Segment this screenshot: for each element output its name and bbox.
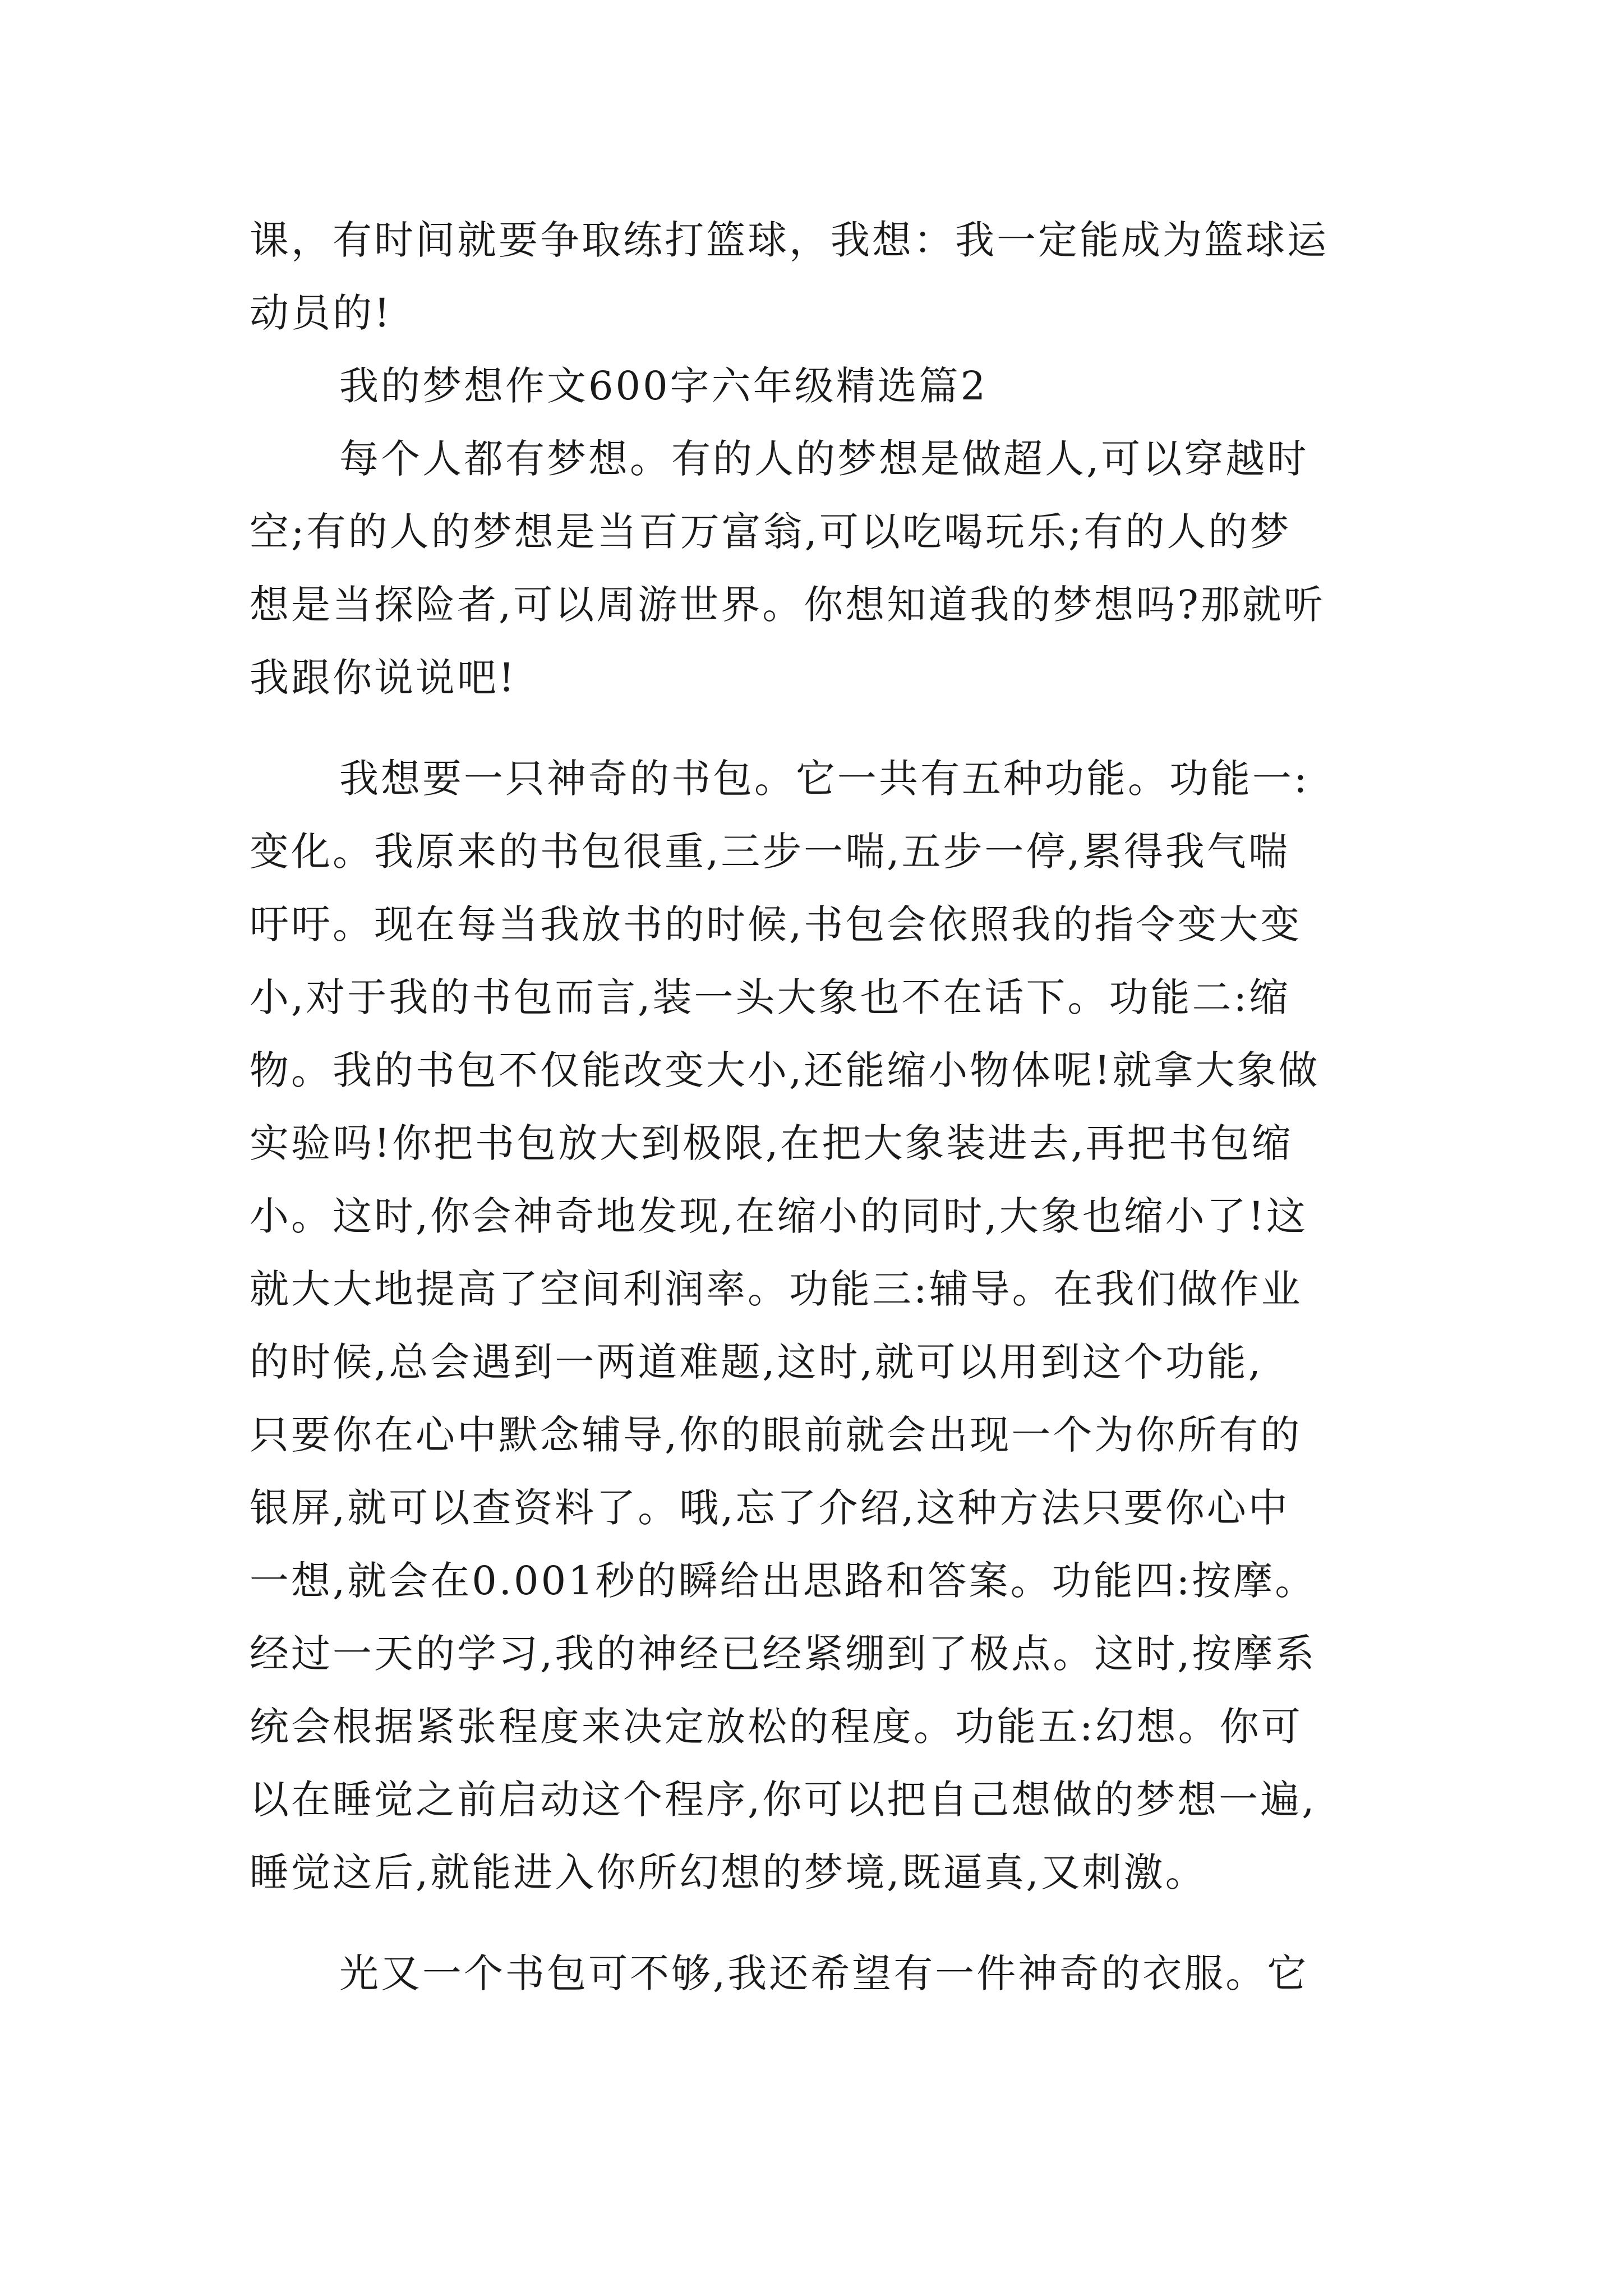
text-line: 的时候,总会遇到一两道难题,这时,就可以用到这个功能,	[250, 1339, 1264, 1385]
text-line: 只要你在心中默念辅导,你的眼前就会出现一个为你所有的	[250, 1412, 1302, 1458]
text-line: 动员的!	[250, 290, 393, 336]
text-line: 空;有的人的梦想是当百万富翁,可以吃喝玩乐;有的人的梦	[250, 509, 1292, 555]
text-line: 以在睡觉之前启动这个程序,你可以把自己想做的梦想一遍,	[250, 1777, 1317, 1823]
text-line: 睡觉这后,就能进入你所幻想的梦境,既逼真,又刺激。	[250, 1849, 1207, 1895]
text-line: 就大大地提高了空间利润率。功能三:辅导。在我们做作业	[250, 1266, 1303, 1312]
text-line: 课，有时间就要争取练打篮球，我想：我一定能成为篮球运	[250, 217, 1329, 263]
text-line: 物。我的书包不仅能改变大小,还能缩小物体呢!就拿大象做	[250, 1047, 1320, 1093]
text-line: 小。这时,你会神奇地发现,在缩小的同时,大象也缩小了!这	[250, 1193, 1308, 1239]
text-line: 每个人都有梦想。有的人的梦想是做超人,可以穿越时	[339, 436, 1309, 482]
text-line: 小,对于我的书包而言,装一头大象也不在话下。功能二:缩	[250, 974, 1291, 1020]
text-line: 统会根据紧张程度来决定放松的程度。功能五:幻想。你可	[250, 1704, 1303, 1750]
text-line: 我跟你说说吧!	[250, 655, 517, 701]
text-line: 银屏,就可以查资料了。哦,忘了介绍,这种方法只要你心中	[250, 1485, 1290, 1531]
text-line: 我想要一只神奇的书包。它一共有五种功能。功能一:	[339, 756, 1310, 802]
text-line: 吁吁。现在每当我放书的时候,书包会依照我的指令变大变	[250, 901, 1302, 947]
section-title: 我的梦想作文600字六年级精选篇2	[339, 363, 988, 409]
text-line: 经过一天的学习,我的神经已经紧绷到了极点。这时,按摩系	[250, 1631, 1317, 1677]
text-line: 想是当探险者,可以周游世界。你想知道我的梦想吗?那就听	[250, 582, 1325, 628]
text-line: 变化。我原来的书包很重,三步一喘,五步一停,累得我气喘	[250, 829, 1290, 875]
text-line: 实验吗!你把书包放大到极限,在把大象装进去,再把书包缩	[250, 1120, 1293, 1166]
text-line: 光又一个书包可不够,我还希望有一件神奇的衣服。它	[339, 1950, 1309, 1996]
text-line: 一想,就会在0.001秒的瞬给出思路和答案。功能四:按摩。	[250, 1558, 1317, 1604]
